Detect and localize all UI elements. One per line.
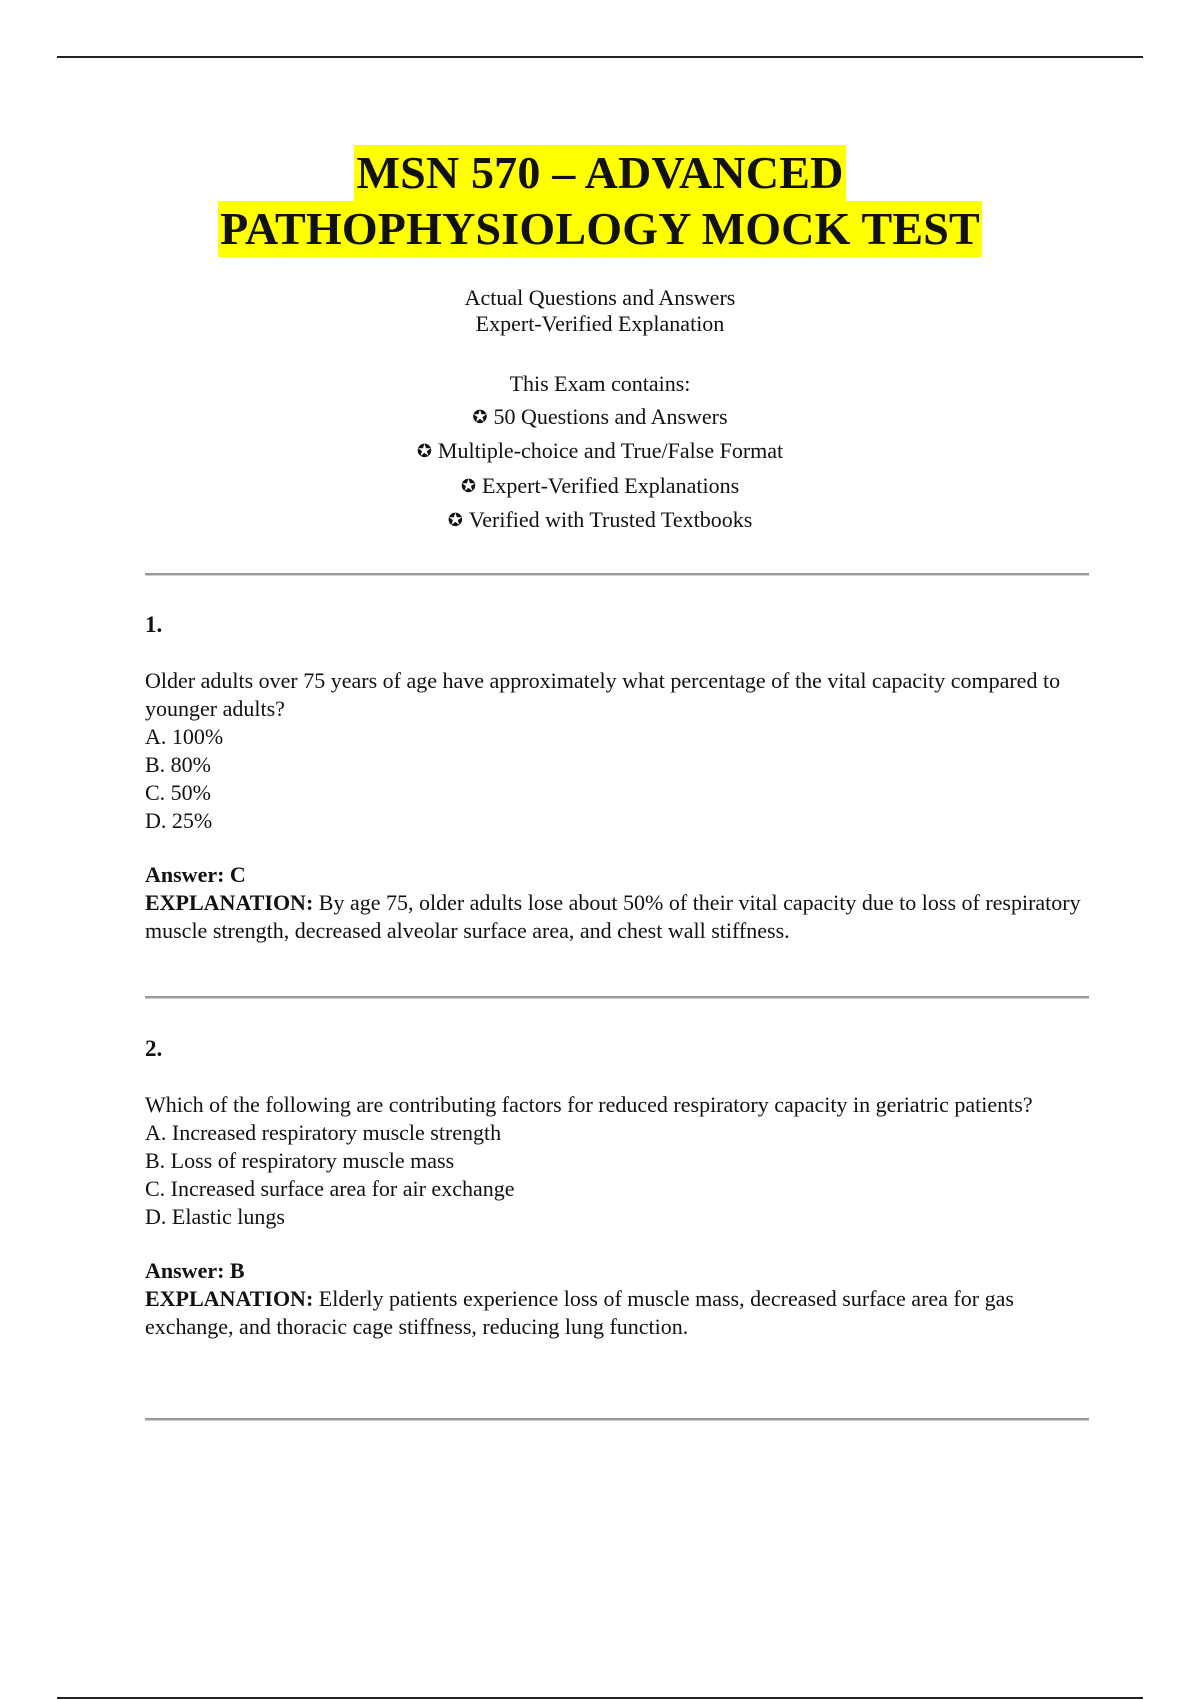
question-number: 2. [145, 1036, 163, 1061]
answer-option: C. Increased surface area for air exchange [145, 1176, 515, 1201]
answer-option: B. Loss of respiratory muscle mass [145, 1148, 455, 1173]
star-bullet-icon: ✪ [460, 475, 476, 497]
list-item [0, 401, 1200, 436]
explanation-label: EXPLANATION: [145, 890, 314, 915]
explanation-text: By age 75, older adults lose about 50% of their vital capacity due to loss of respiratory muscle strength, decreased alveolar surface area, and chest wall stiffness. [145, 890, 1081, 943]
question-text: Which of the following are contributing factors for reduced respiratory capacity in geriatric patients? [145, 1092, 1033, 1117]
section-divider [145, 1418, 1089, 1421]
list-item-text: Multiple-choice and True/False Format [437, 438, 784, 463]
list-item-text: Verified with Trusted Textbooks [468, 507, 753, 532]
explanation-text: Elderly patients experience loss of muscle mass, decreased surface area for gas exchange, and thoracic cage stiffness, reducing lung function. [145, 1286, 1014, 1339]
question-number: 1. [145, 612, 163, 637]
subtitle-line-1: Actual Questions and Answers [464, 285, 736, 310]
section-divider [145, 996, 1089, 999]
correct-answer: Answer: C [145, 862, 246, 887]
answer-option: D. 25% [145, 808, 213, 833]
correct-answer: Answer: B [145, 1258, 245, 1283]
exam-contents-list [0, 368, 1200, 539]
list-item [0, 470, 1200, 505]
explanation [145, 1285, 1089, 1341]
list-item [0, 435, 1200, 470]
star-bullet-icon: ✪ [416, 441, 432, 462]
page-top-rule [57, 56, 1143, 58]
page-bottom-rule [57, 1697, 1143, 1699]
answer-option: D. Elastic lungs [145, 1204, 285, 1229]
answer-option: A. 100% [145, 724, 224, 749]
list-item-text: Expert-Verified Explanations [481, 472, 740, 498]
list-item [0, 504, 1200, 539]
exam-contents-heading: This Exam contains: [509, 371, 691, 396]
section-divider [145, 573, 1089, 576]
title-line-2: PATHOPHYSIOLOGY MOCK TEST [218, 201, 982, 257]
page-title [0, 145, 1200, 257]
answer-option: C. 50% [145, 780, 211, 805]
star-bullet-icon: ✪ [447, 510, 463, 531]
subtitle [0, 285, 1200, 337]
answer-option: B. 80% [145, 752, 211, 777]
title-line-1: MSN 570 – ADVANCED [354, 145, 845, 201]
list-item-text: 50 Questions and Answers [493, 403, 728, 429]
answer-option: A. Increased respiratory muscle strength [145, 1120, 502, 1145]
explanation [145, 889, 1089, 945]
question-1 [145, 611, 1089, 945]
subtitle-line-2: Expert-Verified Explanation [475, 311, 725, 336]
question-2 [145, 1035, 1089, 1341]
question-text: Older adults over 75 years of age have approximately what percentage of the vital capacity compared to younger adults? [145, 668, 1061, 721]
explanation-label: EXPLANATION: [145, 1286, 314, 1311]
star-bullet-icon: ✪ [472, 406, 488, 428]
